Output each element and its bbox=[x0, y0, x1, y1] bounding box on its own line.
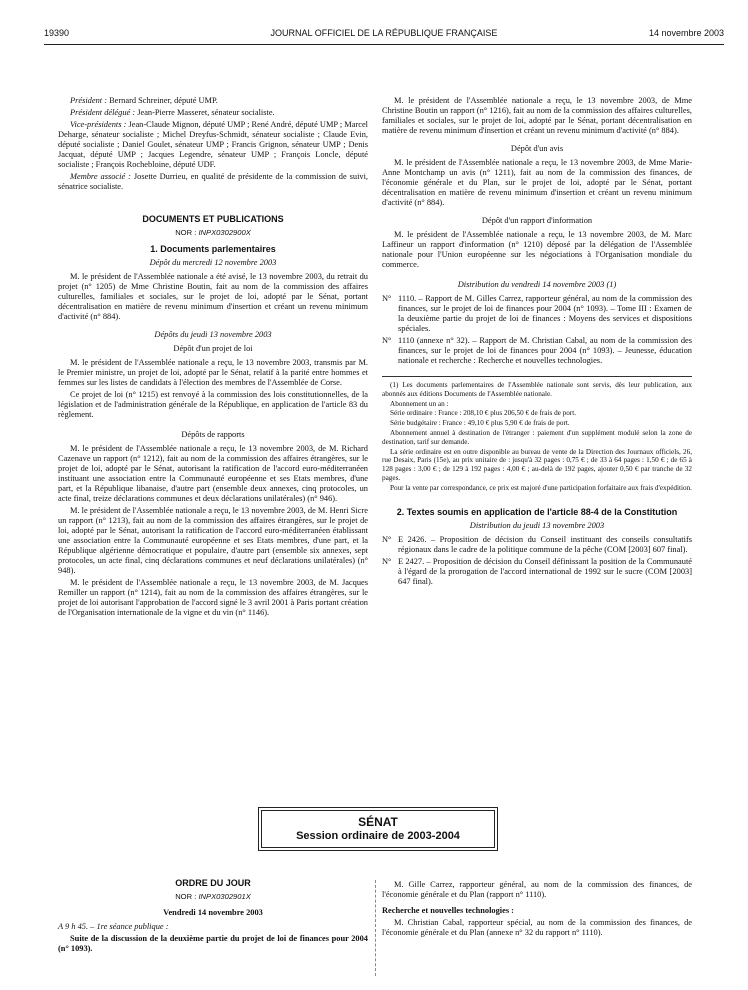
e-document-item: N° E 2426. – Proposition de décision du Conseil instituant des conseils consultatifs régionaux dans le cadre de la politique commune de la pêche (COM [2003] 607 final). bbox=[382, 534, 692, 554]
ordre-du-jour-right-column bbox=[382, 880, 692, 940]
distribution-jeudi-heading: Distribution du jeudi 13 novembre 2003 bbox=[469, 520, 605, 530]
cabal-line: M. Christian Cabal, rapporteur spécial, au nom de la commission des finances, de l'économie générale et du Plan (annexe n° 32 du rapport n° 1110). bbox=[382, 918, 692, 937]
recherche-heading: Recherche et nouvelles technologies : bbox=[382, 906, 514, 915]
page-number: 19390 bbox=[44, 28, 70, 38]
distribution-heading: Distribution du vendredi 14 novembre 2003 (1) bbox=[457, 280, 617, 289]
projet-loi-paragraph-2: Ce projet de loi (n° 1215) est renvoyé à la commission des lois constitutionnelles, de la législation et de l'administration générale de la République, en application de l'article 83 du règlement. bbox=[58, 390, 368, 419]
ordre-du-jour-heading: ORDRE DU JOUR bbox=[175, 878, 251, 888]
info-paragraph: M. le président de l'Assemblée nationale a reçu, le 13 novembre 2003, de M. Marc Laffineur un rapport d'information (n° 1210) déposé par la délégation de l'Assemblée nationale pour l'Union européenne sur les négociations à l'Organisation mondiale du commerce. bbox=[382, 230, 692, 269]
depot-rapport-info-heading: Dépôt d'un rapport d'information bbox=[481, 216, 593, 225]
distribution-item: N° 1110. – Rapport de M. Gilles Carrez, rapporteur général, au nom de la commission des finances, sur le projet de loi de finances pour 2004 (n° 1093). – Tome III : Examen de la deuxième partie du projet de loi de finances : Moyens des services et dispositions spéciales. bbox=[382, 294, 692, 333]
boutin-paragraph: M. le président de l'Assemblée nationale a reçu, le 13 novembre 2003, de Mme Christine Boutin un rapport (n° 1216), fait au nom de la commission des affaires culturelles, familiales et sociales, sur le projet de loi, adopté par le Sénat, portant décentralisation en matière de revenu minimum d'insertion et créant un revenu minimum d'activité (n° 884). bbox=[382, 96, 692, 135]
senat-title: SÉNAT bbox=[358, 815, 398, 829]
right-column bbox=[382, 96, 692, 589]
depot-mercredi-heading: Dépôt du mercredi 12 novembre 2003 bbox=[149, 258, 277, 267]
depot-projet-loi-heading: Dépôt d'un projet de loi bbox=[173, 344, 253, 353]
projet-loi-paragraph-1: M. le président de l'Assemblée nationale a reçu, le 13 novembre 2003, transmis par M. le Premier ministre, un projet de loi, adopté par le Sénat, relatif à la parité entre hommes et femmes sur les listes de candidats à l'élection des membres de l'Assemblée de Corse. bbox=[58, 358, 368, 387]
page-header bbox=[44, 28, 724, 42]
journal-title: JOURNAL OFFICIEL DE LA RÉPUBLIQUE FRANÇAISE bbox=[270, 28, 498, 38]
senat-box bbox=[258, 807, 498, 851]
carrez-line: M. Gille Carrez, rapporteur général, au nom de la commission des finances, de l'économie générale et du Plan (rapport n° 1110). bbox=[382, 880, 692, 899]
section2-heading: 2. Textes soumis en application de l'article 88-4 de la Constitution bbox=[396, 506, 678, 517]
footnote-rule bbox=[382, 376, 692, 377]
depots-jeudi-heading: Dépôts du jeudi 13 novembre 2003 bbox=[154, 330, 272, 339]
member-president-delegue: Président délégué : Jean-Pierre Masseret, sénateur socialiste. bbox=[70, 108, 275, 117]
header-rule bbox=[44, 44, 724, 45]
distribution-item: N° 1110 (annexe n° 32). – Rapport de M. Christian Cabal, au nom de la commission des finances, sur le projet de loi de finances pour 2004 (n° 1093). – Jeunesse, éducation nationale et recherche : Recherche et nouvelles technologies. bbox=[382, 336, 692, 365]
issue-date: 14 novembre 2003 bbox=[648, 28, 724, 38]
suite-line: Suite de la discussion de la deuxième partie du projet de loi de finances pour 2004 (n° 1093). bbox=[58, 934, 368, 953]
e-document-item: N° E 2427. – Proposition de décision du Conseil définissant la position de la Communauté à l'égard de la prorogation de l'accord international de 1992 sur le sucre (COM [2003] 647 final). bbox=[382, 556, 692, 586]
nor-line: NOR : INPX0302900X bbox=[175, 228, 251, 237]
member-vice-presidents: Vice-présidents : Jean-Claude Mignon, député UMP ; René André, député UMP ; Marcel Deharge, sénateur socialiste ; Michel Dreyfus-Schmidt, sénateur socialiste ; Claude Evin, député socialiste ; Daniel Goulet, sénateur UMP ; Francis Grignon, sénateur UMP ; Denis Jacquat, député UMP ; Jacques Legendre, sénateur UMP ; François Loncle, député socialiste ; François Rochebloine, député UDF. bbox=[58, 120, 369, 169]
ordre-du-jour-column bbox=[58, 878, 368, 956]
day-heading: Vendredi 14 novembre 2003 bbox=[163, 908, 263, 917]
nor-line-senat: NOR : INPX0302901X bbox=[175, 892, 251, 901]
depot-mercredi-text: M. le président de l'Assemblée nationale a été avisé, le 13 novembre 2003, du retrait du projet (n° 1205) de Mme Christine Boutin, fait au nom de la commission des affaires culturelles, familiales et sociales, sur le projet de loi, adopté par le Sénat, portant décentralisation en matière de revenu minimum d'insertion et créant un revenu minimum d'activité (n° 884). bbox=[58, 272, 368, 321]
rapport-paragraph-1: M. le président de l'Assemblée nationale a reçu, le 13 novembre 2003, de M. Richard Cazenave un rapport (n° 1212), fait au nom de la commission des affaires étrangères, sur le projet de loi, adopté par le Sénat, autorisant la ratification de l'accord euro-méditerranéen instituant une association entre la Communauté européenne et ses Etats membres, d'une part, et la République libanaise, d'autre part (ensemble deux annexes, cinq protocoles, un acte final, treize déclarations communes et deux déclarations unilatérales) (n° 946). bbox=[58, 444, 368, 503]
depots-rapports-heading: Dépôts de rapports bbox=[181, 430, 245, 439]
section1-heading: 1. Documents parlementaires bbox=[150, 244, 276, 254]
seance-line: A 9 h 45. – 1re séance publique : bbox=[58, 922, 169, 931]
column-divider bbox=[375, 880, 376, 976]
left-column bbox=[58, 96, 368, 620]
depot-avis-heading: Dépôt d'un avis bbox=[510, 144, 564, 153]
senat-subtitle: Session ordinaire de 2003-2004 bbox=[296, 830, 460, 842]
rapport-paragraph-3: M. le président de l'Assemblée nationale a reçu, le 13 novembre 2003, de M. Jacques Remiller un rapport (n° 1214), fait au nom de la commission des affaires étrangères, sur le projet de loi autorisant l'approbation de l'accord signé le 3 avril 2001 à Paris portant création de l'Organisation internationale de la vigne et du vin (n° 1146). bbox=[58, 578, 368, 617]
member-president: Président : Bernard Schreiner, député UMP. bbox=[70, 96, 218, 105]
rapport-paragraph-2: M. le président de l'Assemblée nationale a reçu, le 13 novembre 2003, de M. Henri Sicre un rapport (n° 1213), fait au nom de la commission des affaires étrangères, sur le projet de loi, adopté par le Sénat, autorisant la ratification de l'accord euro-méditerranéen établissant une association entre la Communauté européenne et ses Etats membres, d'une part, et la République algérienne démocratique et populaire, d'autre part (ensemble six annexes, sept protocoles, un acte final, cinq déclarations communes et neuf déclarations unilatérales) (n° 948). bbox=[58, 506, 368, 575]
documents-heading: DOCUMENTS ET PUBLICATIONS bbox=[142, 214, 284, 224]
member-associe: Membre associé : Josette Durrieu, en qualité de présidente de la commission de suivi, sénatrice socialiste. bbox=[58, 172, 369, 191]
footnote: (1) Les documents parlementaires de l'Assemblée nationale sont servis, dès leur publication, aux abonnés aux éditions Documents de l'Assemblée nationale. Abonnement un an : Série ordinaire : France : 208,10 € plus 206,50 € de frais de port. Série budgétaire : France : 49,10 € plus 5,90 € de frais de port. Abonnement annuel à destination de l'étranger : paiement d'un supplément modulé selon la zone de destination, tarif sur demande. La série ordinaire est en outre disponible au bureau de vente de la Direction des Journaux officiels, 26, rue Desaix, Paris (15e), au prix unitaire de : jusqu'à 32 pages : 0,75 € ; de 33 à 64 pages : 1,50 € ; de 65 à 128 pages : 3,00 € ; de 129 à 192 pages : 4,00 € ; au-delà de 192 pages, ajouter 0,50 € par tranche de 32 pages. Pour la vente par correspondance, ce prix est majoré d'une participation forfaitaire aux frais d'expédition. bbox=[382, 381, 692, 492]
avis-paragraph: M. le président de l'Assemblée nationale a reçu, le 13 novembre 2003, de Mme Marie-Anne Montchamp un avis (n° 1211), fait au nom de la commission des finances, de l'économie générale et du Plan, sur le projet de loi, adopté par le Sénat, portant décentralisation en matière de revenu minimum d'insertion et créant un revenu minimum d'activité (n° 884). bbox=[382, 158, 692, 207]
